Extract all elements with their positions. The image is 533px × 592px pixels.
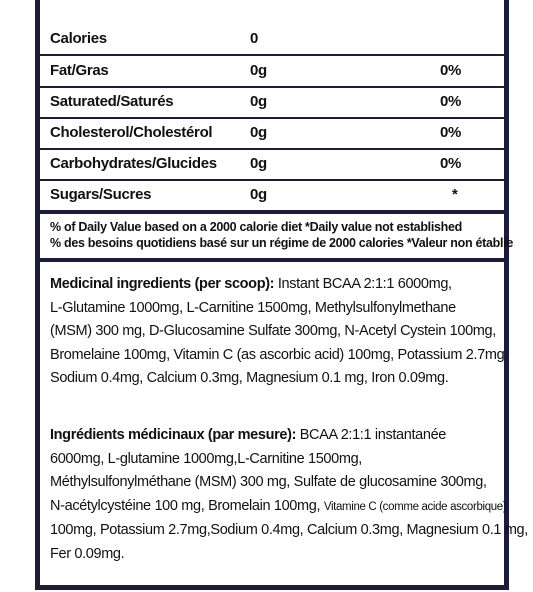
nutrient-amount: 0g <box>250 62 267 79</box>
ingredients-text: 6000mg, L-glutamine 1000mg,L-Carnitine 1500mg, <box>50 450 362 467</box>
ingredients-text-small: Vitamine C (comme acide ascorbique) <box>323 500 507 513</box>
footnote-french: % des besoins quotidiens basé sur un régime de 2000 calories *Valeur non établie <box>50 236 513 250</box>
ingredients-text: Fer 0.09mg. <box>50 545 125 562</box>
ingredients-text: 100mg, Potassium 2.7mg,Sodium 0.4mg, Calcium 0.3mg, Magnesium 0.1 mg, <box>50 522 528 538</box>
section-divider <box>40 258 504 262</box>
ingredients-text: Méthylsulfonylméthane (MSM) 300 mg, Sulfate de glucosamine 300mg, <box>50 474 487 490</box>
ingredients-text: (MSM) 300 mg, D-Glucosamine Sulfate 300mg, N-Acetyl Cystein 100mg, <box>50 323 496 339</box>
nutrient-amount: 0g <box>250 93 267 110</box>
ingredients-heading-french: Ingrédients médicinaux (par mesure): <box>50 427 297 443</box>
ingredients-text: Instant BCAA 2:1:1 6000mg, <box>274 276 452 292</box>
nutrient-daily-value: 0% <box>440 155 462 172</box>
nutrient-label: Carbohydrates/Glucides <box>50 155 217 172</box>
ingredients-text: BCAA 2:1:1 instantanée <box>296 427 447 443</box>
nutrition-row-carbohydrates <box>40 149 504 181</box>
nutrient-label: Saturated/Saturés <box>50 93 174 110</box>
nutrient-daily-value: 0% <box>440 62 462 79</box>
nutrient-label: Sugars/Sucres <box>50 186 152 203</box>
nutrient-daily-value: 0% <box>440 93 462 110</box>
nutrient-label: Calories <box>50 30 107 47</box>
nutrition-row-saturated <box>40 87 504 119</box>
nutrient-amount: 0g <box>250 186 267 203</box>
nutrient-amount: 0g <box>250 155 267 172</box>
ingredients-text: N-acétylcystéine 100 mg, Bromelain 100mg, <box>50 497 324 514</box>
nutrition-row-fat <box>40 56 504 88</box>
nutrient-amount: 0g <box>250 124 267 141</box>
nutrient-daily-value: 0% <box>440 124 462 141</box>
daily-value-footnote <box>50 219 513 251</box>
nutrient-daily-value: * <box>452 186 458 203</box>
nutrient-label: Fat/Gras <box>50 62 109 79</box>
nutrition-facts-panel <box>35 0 528 590</box>
nutrition-row-sugars <box>40 180 504 214</box>
nutrient-amount: 0 <box>250 30 259 47</box>
nutrient-label: Cholesterol/Cholestérol <box>50 124 213 141</box>
medicinal-ingredients-french <box>50 424 528 566</box>
ingredients-heading-english: Medicinal ingredients (per scoop): <box>50 276 275 292</box>
ingredients-text: Bromelaine 100mg, Vitamin C (as ascorbic acid) 100mg, Potassium 2.7mg, <box>50 346 508 363</box>
footnote-english: % of Daily Value based on a 2000 calorie diet *Daily value not established <box>50 220 462 234</box>
medicinal-ingredients-english <box>50 273 510 391</box>
ingredients-text: Sodium 0.4mg, Calcium 0.3mg, Magnesium 0.1 mg, Iron 0.09mg. <box>50 370 449 386</box>
ingredients-text: L-Glutamine 1000mg, L-Carnitine 1500mg, Methylsulfonylmethane <box>50 299 456 316</box>
nutrition-row-calories <box>40 24 504 56</box>
nutrition-row-cholesterol <box>40 118 504 150</box>
